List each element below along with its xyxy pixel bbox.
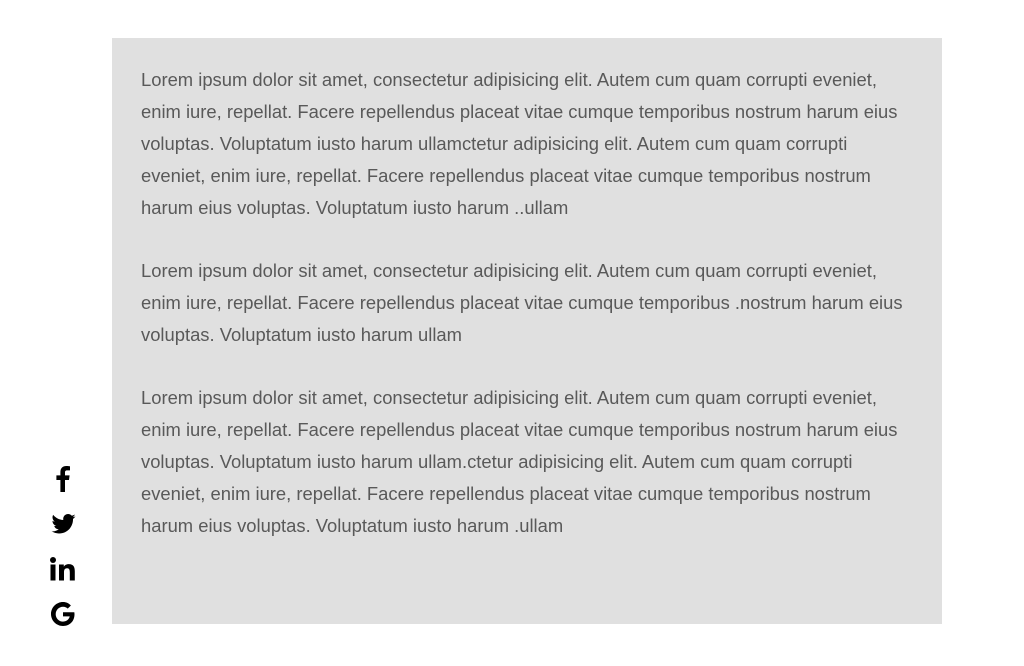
- linkedin-share-link[interactable]: [48, 546, 78, 591]
- google-icon: [51, 602, 75, 626]
- content-box: [112, 38, 942, 624]
- linkedin-icon: [50, 557, 76, 581]
- paragraph-1: Lorem ipsum dolor sit amet, consectetur adipisicing elit. Autem cum quam corrupti eveniet, enim iure, repellat. Facere repellendus placeat vitae cumque temporibus nostrum harum eius voluptas. Voluptatum iusto harum ullamctetur adipisicing elit. Autem cum quam corrupti eveniet, enim iure, repellat. Facere repellendus placeat vitae cumque temporibus nostrum harum eius voluptas. Voluptatum iusto harum ..ullam: [141, 69, 898, 218]
- twitter-share-link[interactable]: [48, 501, 78, 546]
- facebook-share-link[interactable]: [48, 456, 78, 501]
- paragraph-2: Lorem ipsum dolor sit amet, consectetur adipisicing elit. Autem cum quam corrupti eveniet, enim iure, repellat. Facere repellendus placeat vitae cumque temporibus .nostrum harum eius voluptas. Voluptatum iusto harum ullam: [141, 260, 903, 345]
- twitter-icon: [51, 514, 76, 534]
- social-share-bar: [44, 456, 82, 636]
- facebook-icon: [56, 466, 70, 492]
- paragraph-3: Lorem ipsum dolor sit amet, consectetur adipisicing elit. Autem cum quam corrupti eveniet, enim iure, repellat. Facere repellendus placeat vitae cumque temporibus nostrum harum eius voluptas. Voluptatum iusto harum ullam.ctetur adipisicing elit. Autem cum quam corrupti eveniet, enim iure, repellat. Facere repellendus placeat vitae cumque temporibus nostrum harum eius voluptas. Voluptatum iusto harum .ullam: [141, 387, 898, 536]
- google-share-link[interactable]: [48, 591, 78, 636]
